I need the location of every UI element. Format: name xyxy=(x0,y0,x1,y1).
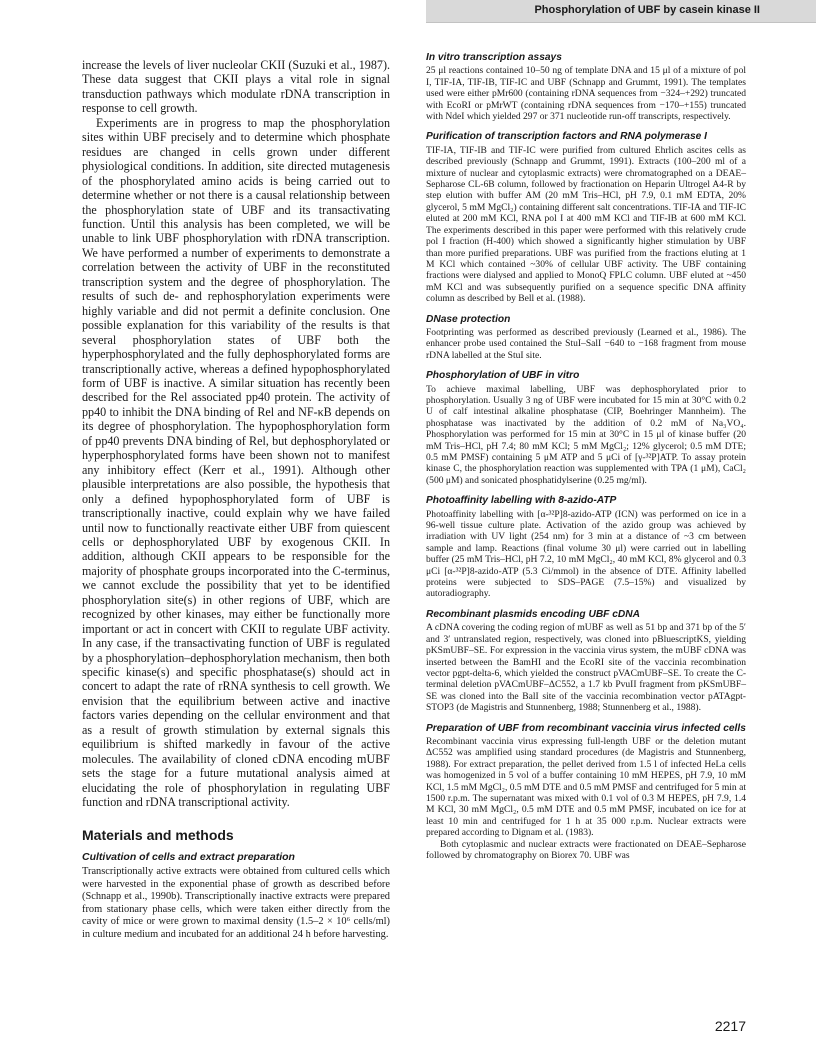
subsection-title: Recombinant plasmids encoding UBF cDNA xyxy=(426,608,640,620)
subsection-title: Preparation of UBF from recombinant vaccinia virus infected cells xyxy=(426,722,746,734)
paragraph: TIF-IA, TIF-IB and TIF-IC were purified from cultured Ehrlich ascites cells as described previously (Schnapp and Grummt, 1991). Extracts (100–200 ml of a mixture of nuclear and cytoplasmic extracts) were chromatographed on a DEAE–Sepharose CL-6B column, followed by fractionation on Heparin Ultrogel A4-R by step elution with buffer AM (20 mM Tris–HCl, pH 7.9, 0.1 mM EDTA, 20% glycerol, 5 mM MgCl₂) containing different salt concentrations. TIF-IA and TIF-IC eluted at 200 mM KCl, RNA pol I at 400 mM KCl and TIF-IB at 600 mM KCl. The experiments described in this paper were performed with this relatively crude pol I fraction (H-400) which showed a significantly higher stimulation by UBF than more purified preparations. UBF was purified from the fractions eluting at 1 M KCl which contained ~30% of cellular UBF activity. The UBF containing fractions were dialysed and applied to MonoQ FPLC column. UBF eluted at ~450 mM KCl and was subsequently purified on a sequence specific DNA affinity column as described by Bell et al. (1988). xyxy=(426,144,746,305)
subsection-title: Photoaffinity labelling with 8-azido-ATP xyxy=(426,495,617,507)
paragraph: Photoaffinity labelling with [α-³²P]8-azido-ATP (ICN) was performed on ice in a 96-well tissue culture plate. Activation of the azido group was achieved by irradiation with UV light (254 nm) for 3 min at a distance of ~3 cm between sample and lamp. Reactions (final volume 30 μl) were carried out in labelling buffer (25 mM Tris–HCl, pH 7.2, 10 mM MgCl₂, 40 mM KCl, 8% glycerol and 0.3 μCi [α-³²P]8-azido-ATP (5.3 Ci/mmol) in the absence of DTE. Affinity labelled proteins were subjected to SDS–PAGE (7.5–15%) and visualized by autoradiography. xyxy=(426,508,746,600)
paragraph: 25 μl reactions contained 10–50 ng of template DNA and 15 μl of a mixture of pol I, TIF-IA, TIF-IB, TIF-IC and UBF (Schnapp and Grummt, 1991). The templates used were either pMr600 (containing rDNA sequences from −324–+292) truncated with EcoRI or pMrWT (containing rDNA sequences from −170–+155) truncated with NdeI which yielded 297 or 371 nucleotide run-off transcripts, respectively. xyxy=(426,65,746,123)
subsection-title: In vitro transcription assays xyxy=(426,52,562,63)
section-recombinant-plasmids xyxy=(426,609,746,714)
section-title: Materials and methods xyxy=(82,826,234,843)
section-vaccinia-preparation xyxy=(426,723,746,862)
right-column xyxy=(426,52,746,870)
left-column xyxy=(82,58,390,941)
subsection-title: Phosphorylation of UBF in vitro xyxy=(426,370,580,382)
running-title: Phosphorylation of UBF by casein kinase II xyxy=(534,4,760,16)
subsection-title: Cultivation of cells and extract preparation xyxy=(82,851,295,864)
paragraph: A cDNA covering the coding region of mUBF as well as 51 bp and 371 bp of the 5′ and 3′ untranslated region, respectively, was cloned into pBluescriptKS, yielding pKSmUBF–SE. For expression in the vaccinia virus system, the mUBF cDNA was inserted between the BamHI and the EcoRI site of the vaccinia recombination vector pgpt-delta-6, which yielded the construct pVACmUBF–SE. To create the C-terminal deletion pVACmUBF–ΔC552, a 1.7 kb PvuII fragment from pKSmUBF–SE was cloned into the BalI site of the vaccinia recombination vector pATAgpt-STOP3 (de Magistris and Stunnenberg, 1988; Stunnenberg et al., 1988). xyxy=(426,622,746,714)
paragraph: Experiments are in progress to map the phosphorylation sites within UBF precisely and to determine which phosphate residues are changed in cells grown under different physiological conditions. In addition, site directed mutagenesis of the phosphorylated amino acids is being carried out to determine whether or not there is a causal relationship between the phosphorylation state of UBF and its transactivating function. Until this analysis has been completed, we will be unable to link UBF phosphorylation with rDNA transcription. We have performed a number of experiments to demonstrate a correlation between the activity of UBF in the reconstituted transcription system and the degree of phosphorylation. The results of such de- and rephosphorylation experiments were highly variable and did not permit a definite conclusion. One possible explanation for this variability of the results is that several phosphorylation states of UBF both the hyperphosphorylated and the fully dephosphorylated forms are transcriptionally active, whereas a defined hypophosphorylated form of UBF is inactive. A similar situation has recently been described for the Rel associated pp40 protein. The activity of pp40 to inhibit the DNA binding of Rel and NF-κB depends on its degree of phosphorylation. The hypophosphorylation form of pp40 prevents DNA binding of Rel, but dephosphorylated or hyperphosphorylated forms have been shown not to manifest any inhibitory effect (Kerr et al., 1991). Although other plausible interpretations are also possible, the hypothesis that only a defined hypophosphorylated form of UBF is transcriptionally inactive, could explain why we have failed until now to functionally reactivate either UBF from quiescent cells or dephosphorylated UBF by exogenous CKII. In addition, although CKII appears to be responsible for the majority of phosphate groups incorporated into the C-terminus, we cannot exclude the possibility that yet to be identified phosphorylation site(s) in other regions of UBF, which are recognized by other kinases, may either be functionally more important or act in concert with CKII to regulate UBF activity. In any case, if the transactivating function of UBF is regulated by a phosphorylation–dephosphorylation mechanism, then both specific kinase(s) and specific phosphatase(s) should act in concert to adapt the rate of rRNA synthesis to cell growth. We envision that the equilibrium between active and inactive factors varies depending on the cellular environment and that as a result of growth stimulation by external signals this equilibrium is shifted markedly in favour of the active molecules. The availability of cloned cDNA encoding mUBF sets the stage for a future mutational analysis aimed at elucidating the role of phosphorylation in regulating UBF function and rDNA transcriptional activity. xyxy=(82,115,390,810)
paragraph: To achieve maximal labelling, UBF was dephosphorylated prior to phosphorylation. Usually 3 ng of UBF were incubated for 15 min at 30°C with 0.2 U of calf intestinal alkaline phosphatase (CIP, Boehringer Mannheim). The phosphatase was inactivated by the addition of 0.2 mM of Na₃VO₄. Phosphorylation was performed for 15 min at 30°C in 15 μl of kinase buffer (20 mM Tris–HCl, pH 7.4; 80 mM KCl; 5 mM MgCl₂; 12% glycerol; 0.5 mM DTE; 0.5 mM PMSF) containing 5 μM ATP and 5 μCi of [γ-³²P]ATP. To assay protein kinase C, the phosphorylation reaction was supplemented with TPA (1 μM), CaCl₂ (500 μM) and sonicated phosphatidylserine (0.25 mg/ml). xyxy=(426,383,746,486)
section-in-vitro-transcription xyxy=(426,52,746,122)
paragraph: increase the levels of liver nucleolar CKII (Suzuki et al., 1987). These data suggest that CKII plays a vital role in signal transduction pathways which modulate rDNA transcription in response to cell growth. xyxy=(82,58,390,116)
page-number: 2217 xyxy=(714,1018,746,1034)
section-purification xyxy=(426,131,746,304)
subsection-title: Purification of transcription factors and RNA polymerase I xyxy=(426,131,707,143)
paragraph: Footprinting was performed as described previously (Learned et al., 1986). The enhancer probe used contained the StuI–SalI −640 to −168 fragment from mouse rDNA labelled at the StuI site. xyxy=(426,326,746,361)
subsection-title: DNase protection xyxy=(426,313,511,325)
running-head-bar xyxy=(426,0,816,23)
paragraph: Recombinant vaccinia virus expressing full-length UBF or the deletion mutant ΔC552 was amplified using standard procedures (de Magistris and Stunnenberg, 1988). For extract preparation, the pellet derived from 1.5 l of infected HeLa cells was homogenized in 5 vol of a buffer containing 10 mM HEPES, pH 7.9, 10 mM KCl, 1.5 mM MgCl₂, 0.5 mM DTE and 0.5 mM PMSF and centrifuged for 5 min at 1500 r.p.m. The supernatant was mixed with 0.1 vol of 0.3 M HEPES, pH 7.9, 1.4 M KCl, 30 mM MgCl₂, 0.5 mM DTE and 0.5 mM PMSF, incubated on ice for at least 10 min and centrifuged for 1 h at 35 000 r.p.m. Nuclear extracts were prepared according to Dignam et al. (1983). xyxy=(426,735,746,839)
paragraph: Both cytoplasmic and nuclear extracts were fractionated on DEAE–Sepharose followed by chromatography on Biorex 70. UBF was xyxy=(426,838,746,861)
section-photoaffinity xyxy=(426,495,746,600)
section-dnase-protection xyxy=(426,314,746,362)
section-phosphorylation xyxy=(426,370,746,486)
paragraph: Transcriptionally active extracts were obtained from cultured cells which were harvested in the exponential phase of growth as described before (Schnapp et al., 1990b). Transcriptionally inactive extracts were prepared from stationary phase cells, which were taken either directly from the cavity of mice or were grown to maximal density (1.5–2 × 10⁶ cells/ml) in culture medium and incubated for an additional 24 h before harvesting. xyxy=(82,866,390,940)
